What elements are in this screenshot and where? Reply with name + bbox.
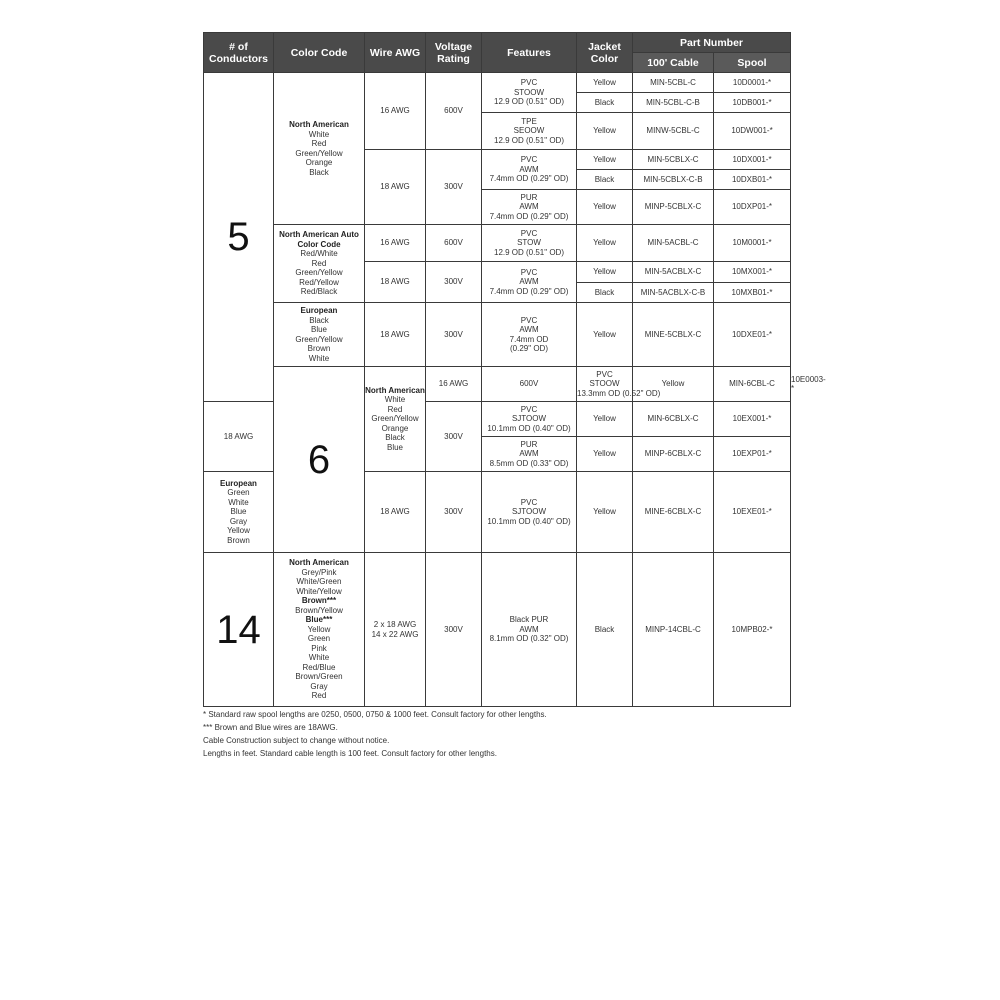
features-cell bbox=[482, 437, 577, 472]
color-list bbox=[274, 249, 364, 297]
line-item: PVC bbox=[520, 155, 538, 165]
color-code-cell bbox=[274, 225, 365, 303]
spool-part-number: 10EX001-* bbox=[714, 402, 791, 437]
spool-part-number: 10D0001-* bbox=[714, 73, 791, 93]
cable-part-number: MIN-5ACBLX-C-B bbox=[633, 283, 714, 303]
spool-part-number: 10DXP01-* bbox=[714, 190, 791, 225]
color-code-cell bbox=[274, 73, 365, 225]
line-item: PVC bbox=[520, 78, 538, 88]
line-item: Black PUR bbox=[509, 615, 549, 625]
cable-part-number: MINP-5CBLX-C bbox=[633, 190, 714, 225]
color-scheme-name: European bbox=[300, 306, 338, 315]
cable-part-number: MIN-5ACBL-C bbox=[633, 225, 714, 262]
line-item: 2 x 18 AWG bbox=[373, 620, 417, 629]
cable-part-number: MIN-6CBL-C bbox=[714, 367, 791, 402]
line-item: White/Yellow bbox=[296, 586, 342, 596]
conductor-count-5: 5 bbox=[204, 73, 274, 402]
color-scheme-name: North American bbox=[289, 558, 349, 568]
line-item: STOOW bbox=[589, 379, 620, 389]
line-item: White bbox=[308, 353, 330, 363]
line-item: Gray bbox=[310, 681, 328, 691]
features-cell bbox=[482, 190, 577, 225]
cable-part-number: MIN-5CBLX-C bbox=[633, 150, 714, 170]
line-item: Brown*** bbox=[301, 596, 337, 606]
jacket-color-cell: Black bbox=[577, 553, 633, 707]
voltage-cell: 300V bbox=[426, 262, 482, 303]
features-cell bbox=[482, 262, 577, 303]
voltage-cell: 300V bbox=[426, 472, 482, 553]
jacket-color-cell: Black bbox=[577, 93, 633, 113]
wire-awg-cell: 18 AWG bbox=[365, 262, 426, 303]
line-item: AWM bbox=[519, 164, 539, 174]
line-item: 7.4mm OD (0.29" OD) bbox=[489, 211, 569, 221]
voltage-cell: 300V bbox=[426, 553, 482, 707]
spool-part-number: 10DX001-* bbox=[714, 150, 791, 170]
line-item: Black bbox=[309, 315, 329, 325]
line-item: Red bbox=[311, 691, 327, 701]
header-voltage-rating: Voltage Rating bbox=[426, 33, 482, 73]
line-item: AWM bbox=[519, 449, 539, 459]
spool-part-number: 10DB001-* bbox=[714, 93, 791, 113]
cable-part-number: MIN-6CBLX-C bbox=[633, 402, 714, 437]
voltage-cell: 300V bbox=[426, 150, 482, 225]
voltage-cell: 600V bbox=[482, 367, 577, 402]
header-features: Features bbox=[482, 33, 577, 73]
color-scheme-name: North American bbox=[289, 120, 349, 129]
wire-awg-cell: 18 AWG bbox=[204, 402, 274, 472]
footnote-wire-gauge: *** Brown and Blue wires are 18AWG. bbox=[203, 723, 338, 732]
cable-part-number: MIN-5ACBLX-C bbox=[633, 262, 714, 283]
color-list bbox=[274, 130, 364, 178]
line-item: Green bbox=[227, 488, 250, 498]
conductor-count-14: 14 bbox=[204, 553, 274, 707]
line-item: Green/Yellow bbox=[295, 334, 343, 344]
wire-awg-cell: 16 AWG bbox=[365, 73, 426, 150]
line-item: Brown bbox=[307, 344, 331, 353]
features-cell bbox=[577, 367, 661, 402]
footnote-lengths: Lengths in feet. Standard cable length is 100 feet. Consult factory for other lengths. bbox=[203, 749, 497, 758]
jacket-color-cell: Black bbox=[577, 170, 633, 190]
footnotes bbox=[203, 708, 547, 760]
line-item: White bbox=[384, 395, 406, 405]
jacket-color-cell: Yellow bbox=[577, 303, 633, 367]
line-item: AWM bbox=[519, 325, 539, 334]
cable-part-number: MIN-5CBL-C bbox=[633, 73, 714, 93]
jacket-color-cell: Yellow bbox=[577, 150, 633, 170]
line-item: 13.3mm OD (0.52" OD) bbox=[577, 388, 661, 398]
line-item: Green/Yellow bbox=[371, 414, 419, 424]
line-item: White bbox=[308, 653, 330, 663]
line-item: PUR bbox=[520, 192, 538, 202]
line-item: Grey/Pink bbox=[301, 567, 337, 577]
color-scheme-name: North American Auto Color Code bbox=[279, 230, 359, 249]
line-item: AWM bbox=[519, 277, 539, 287]
jacket-color-cell: Yellow bbox=[577, 73, 633, 93]
line-item: Blue*** bbox=[305, 615, 333, 625]
spool-part-number: 10MX001-* bbox=[714, 262, 791, 283]
color-scheme-name: European bbox=[220, 478, 257, 488]
header-spool: Spool bbox=[714, 53, 791, 73]
color-list bbox=[274, 568, 364, 701]
table-row: 6 North American White Red Green/Yellow Orange Black Blue 16 AWG 600V PVC STOOW 13.3mm OD (0.52" OD) Yellow MIN-6CBL-C 10E0003-* bbox=[204, 367, 791, 402]
cable-part-number: MINW-5CBL-C bbox=[633, 113, 714, 150]
color-code-cell bbox=[204, 472, 274, 553]
line-item: Blue bbox=[386, 442, 403, 452]
wire-awg-cell: 16 AWG bbox=[426, 367, 482, 402]
line-item: Gray bbox=[229, 516, 248, 526]
cable-part-number: MINE-5CBLX-C bbox=[633, 303, 714, 367]
jacket-color-cell: Yellow bbox=[577, 262, 633, 283]
spool-part-number: 10EXE01-* bbox=[714, 472, 791, 553]
line-item: Brown bbox=[227, 535, 250, 545]
line-item: Red bbox=[311, 139, 327, 148]
line-item: White/Green bbox=[296, 577, 342, 587]
wire-awg-cell: 18 AWG bbox=[365, 150, 426, 225]
color-scheme-name: North American bbox=[365, 385, 425, 395]
wire-awg-cell bbox=[365, 553, 426, 707]
cable-part-number: MINP-6CBLX-C bbox=[633, 437, 714, 472]
color-list bbox=[365, 395, 425, 452]
jacket-color-cell: Yellow bbox=[577, 402, 633, 437]
features-cell bbox=[482, 150, 577, 190]
features-cell bbox=[482, 225, 577, 262]
table-row bbox=[204, 225, 791, 262]
line-item: 8.1mm OD (0.32" OD) bbox=[489, 634, 569, 644]
line-item: SEOOW bbox=[513, 126, 545, 136]
line-item: 12.9 OD (0.51" OD) bbox=[494, 97, 564, 107]
color-code-cell bbox=[274, 303, 365, 367]
line-item: 12.9 OD (0.51" OD) bbox=[494, 135, 564, 145]
line-item: 12.9 OD (0.51" OD) bbox=[494, 247, 564, 257]
line-item: Yellow bbox=[227, 526, 250, 536]
line-item: PVC bbox=[520, 315, 538, 325]
voltage-cell: 300V bbox=[426, 402, 482, 472]
cable-part-number: MINE-6CBLX-C bbox=[633, 472, 714, 553]
features-cell bbox=[482, 73, 577, 113]
line-item: AWM bbox=[519, 624, 539, 634]
line-item: Yellow bbox=[307, 624, 331, 634]
features-cell bbox=[482, 402, 577, 437]
wire-awg-cell: 18 AWG bbox=[365, 472, 426, 553]
line-item: 7.4mm OD (0.29" OD) bbox=[489, 174, 569, 184]
line-item: Red/Blue bbox=[302, 662, 336, 672]
footnote-construction: Cable Construction subject to change without notice. bbox=[203, 736, 390, 745]
jacket-color-cell: Yellow bbox=[633, 367, 714, 402]
voltage-cell: 300V bbox=[426, 303, 482, 367]
line-item: Brown/Yellow bbox=[295, 605, 343, 615]
line-item: PVC bbox=[520, 404, 538, 414]
line-item: Red/Black bbox=[300, 287, 338, 297]
line-item: Black bbox=[385, 433, 405, 443]
features-cell bbox=[482, 113, 577, 150]
spool-part-number: 10EXP01-* bbox=[714, 437, 791, 472]
features-cell bbox=[482, 303, 577, 367]
line-item: Red bbox=[311, 258, 327, 268]
footnote-spool-lengths: * Standard raw spool lengths are 0250, 0500, 0750 & 1000 feet. Consult factory for other lengths. bbox=[203, 710, 547, 719]
line-item: (0.29" OD) bbox=[510, 344, 548, 353]
spool-part-number: 10DXE01-* bbox=[714, 303, 791, 367]
line-item: Blue bbox=[230, 507, 247, 517]
jacket-color-cell: Yellow bbox=[577, 190, 633, 225]
voltage-cell: 600V bbox=[426, 225, 482, 262]
jacket-color-cell: Yellow bbox=[577, 113, 633, 150]
line-item: 7.4mm OD (0.29" OD) bbox=[489, 286, 569, 296]
conductor-count-6: 6 bbox=[274, 367, 365, 553]
header-part-number: Part Number bbox=[633, 33, 791, 53]
line-item: Red/Yellow bbox=[299, 277, 339, 287]
color-code-cell bbox=[274, 553, 365, 707]
header-color-code: Color Code bbox=[274, 33, 365, 73]
voltage-cell: 600V bbox=[426, 73, 482, 150]
line-item: STOOW bbox=[513, 87, 545, 97]
line-item: Black bbox=[309, 167, 329, 177]
line-item: 10.1mm OD (0.40" OD) bbox=[487, 516, 571, 526]
jacket-color-cell: Black bbox=[577, 283, 633, 303]
line-item: 8.5mm OD (0.33" OD) bbox=[489, 458, 569, 468]
wire-awg-cell: 18 AWG bbox=[365, 303, 426, 367]
line-item: Pink bbox=[311, 643, 327, 653]
line-item: Blue bbox=[310, 325, 327, 334]
jacket-color-cell: Yellow bbox=[577, 472, 633, 553]
line-item: PVC bbox=[520, 267, 538, 277]
spool-part-number: 10DW001-* bbox=[714, 113, 791, 150]
header-conductors: # of Conductors bbox=[204, 33, 274, 73]
line-item: PVC bbox=[520, 497, 538, 507]
color-list bbox=[204, 488, 273, 545]
line-item: Green/Yellow bbox=[295, 148, 343, 158]
features-cell bbox=[482, 553, 577, 707]
line-item: White bbox=[228, 497, 249, 507]
line-item: TPE bbox=[521, 116, 537, 126]
jacket-color-cell: Yellow bbox=[577, 225, 633, 262]
jacket-color-cell: Yellow bbox=[577, 437, 633, 472]
features-cell bbox=[482, 472, 577, 553]
line-item: Orange bbox=[305, 158, 333, 167]
color-list bbox=[274, 316, 364, 364]
header-100ft-cable: 100' Cable bbox=[633, 53, 714, 73]
line-item: SJTOOW bbox=[511, 507, 547, 517]
line-item: 7.4mm OD bbox=[509, 334, 549, 344]
line-item: AWM bbox=[519, 202, 539, 212]
line-item: STOW bbox=[517, 238, 541, 248]
line-item: 14 x 22 AWG bbox=[371, 629, 419, 639]
line-item: Green/Yellow bbox=[295, 268, 343, 278]
line-item: Brown/Green bbox=[295, 672, 343, 682]
line-item: PVC bbox=[520, 228, 538, 238]
line-item: PUR bbox=[520, 439, 538, 449]
line-item: PVC bbox=[596, 369, 613, 379]
line-item: Orange bbox=[381, 423, 409, 433]
cable-part-number: MIN-5CBL-C-B bbox=[633, 93, 714, 113]
cable-part-number: MIN-5CBLX-C-B bbox=[633, 170, 714, 190]
spool-part-number: 10DXB01-* bbox=[714, 170, 791, 190]
header-jacket-color: Jacket Color bbox=[577, 33, 633, 73]
wire-awg-cell: 16 AWG bbox=[365, 225, 426, 262]
line-item: White bbox=[308, 129, 330, 139]
cable-spec-table bbox=[203, 32, 826, 707]
line-item: Red/White bbox=[300, 249, 338, 259]
table-row bbox=[204, 303, 791, 367]
table-row bbox=[204, 73, 791, 93]
cable-part-number: MINP-14CBL-C bbox=[633, 553, 714, 707]
header-wire-awg: Wire AWG bbox=[365, 33, 426, 73]
spool-part-number: 10MXB01-* bbox=[714, 283, 791, 303]
line-item: Red bbox=[387, 404, 403, 414]
line-item: Green bbox=[307, 634, 331, 644]
table-row bbox=[204, 553, 791, 707]
color-code-cell bbox=[365, 367, 426, 472]
spool-part-number: 10M0001-* bbox=[714, 225, 791, 262]
line-item: SJTOOW bbox=[511, 414, 547, 424]
line-item: 10.1mm OD (0.40" OD) bbox=[487, 423, 571, 433]
spool-part-number: 10MPB02-* bbox=[714, 553, 791, 707]
